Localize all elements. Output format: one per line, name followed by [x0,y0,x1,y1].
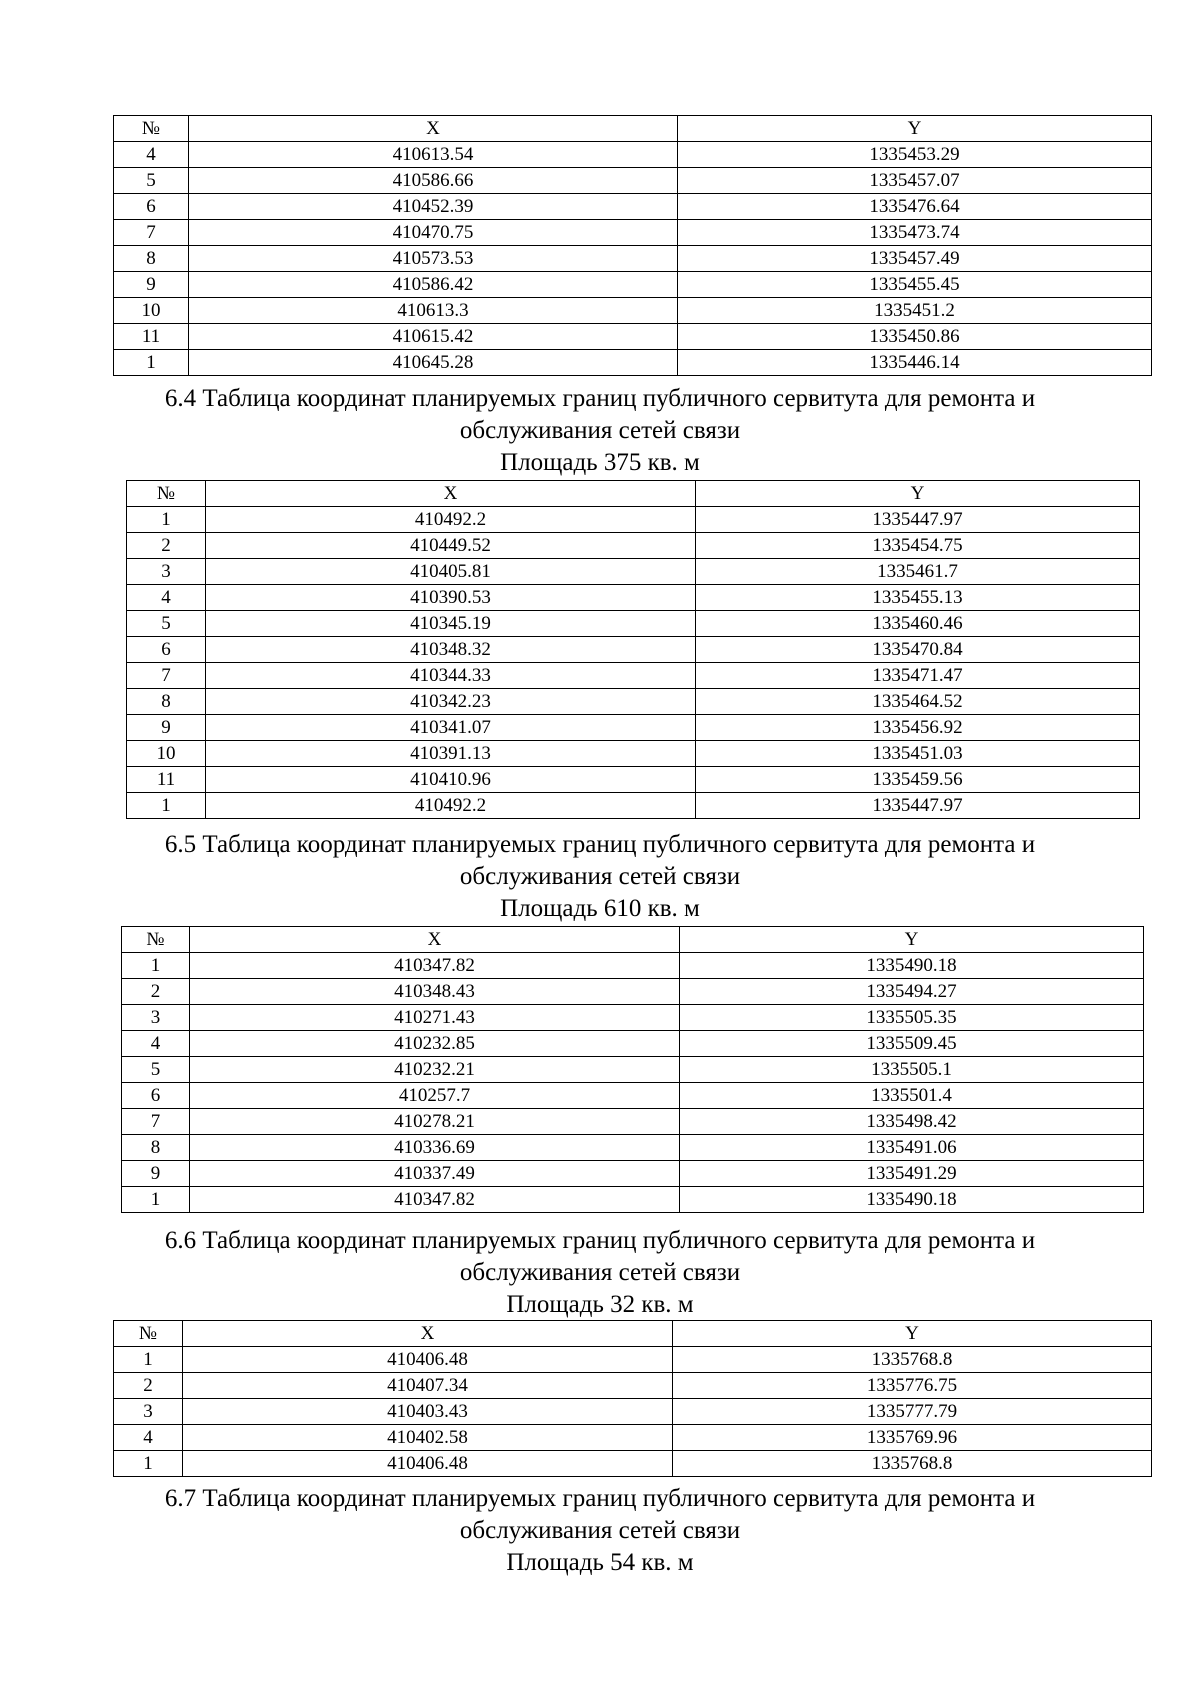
table-row [122,979,1144,1005]
x-coordinate-cell: 410232.85 [190,1031,680,1057]
x-coordinate-cell: 410573.53 [189,246,678,272]
x-coordinate-cell: 410586.66 [189,168,678,194]
y-coordinate-cell: 1335447.97 [696,507,1140,533]
y-coordinate-cell: 1335456.92 [696,715,1140,741]
section-caption [100,1225,1100,1321]
x-coordinate-cell: 410645.28 [189,350,678,376]
table-row [114,220,1152,246]
y-coordinate-cell: 1335451.03 [696,741,1140,767]
table-row [114,168,1152,194]
y-coordinate-cell: 1335509.45 [680,1031,1144,1057]
table-row [122,1161,1144,1187]
table-header-row [127,481,1140,507]
x-coordinate-cell: 410402.58 [183,1425,673,1451]
x-coordinate-cell: 410345.19 [206,611,696,637]
point-number-cell: 6 [114,194,189,220]
table-row [127,767,1140,793]
y-coordinate-cell: 1335447.97 [696,793,1140,819]
y-coordinate-cell: 1335464.52 [696,689,1140,715]
table-row [114,272,1152,298]
x-coordinate-cell: X [190,927,680,953]
section-caption [100,1483,1100,1579]
point-number-cell: 11 [114,324,189,350]
table-row [127,637,1140,663]
point-number-cell: № [114,1321,183,1347]
y-coordinate-cell: 1335505.35 [680,1005,1144,1031]
table-row [127,533,1140,559]
point-number-cell: 10 [127,741,206,767]
table-row [127,663,1140,689]
table-row [127,611,1140,637]
y-coordinate-cell: Y [678,116,1152,142]
y-coordinate-cell: 1335446.14 [678,350,1152,376]
x-coordinate-cell: 410470.75 [189,220,678,246]
point-number-cell: 3 [122,1005,190,1031]
table-row [122,1187,1144,1213]
point-number-cell: 4 [122,1031,190,1057]
y-coordinate-cell: 1335777.79 [673,1399,1152,1425]
point-number-cell: 8 [127,689,206,715]
point-number-cell: 7 [127,663,206,689]
table-row [127,741,1140,767]
x-coordinate-cell: 410403.43 [183,1399,673,1425]
y-coordinate-cell: Y [680,927,1144,953]
point-number-cell: 4 [114,1425,183,1451]
y-coordinate-cell: 1335451.2 [678,298,1152,324]
y-coordinate-cell: 1335501.4 [680,1083,1144,1109]
point-number-cell: 11 [127,767,206,793]
y-coordinate-cell: 1335459.56 [696,767,1140,793]
x-coordinate-cell: 410406.48 [183,1451,673,1477]
y-coordinate-cell: 1335450.86 [678,324,1152,350]
table-row [114,1425,1152,1451]
section-title-line-1: 6.5 Таблица координат планируемых границ публичного сервитута для ремонта и [164,831,1036,858]
x-coordinate-cell: 410342.23 [206,689,696,715]
y-coordinate-cell: 1335473.74 [678,220,1152,246]
point-number-cell: 9 [127,715,206,741]
table-row [122,1083,1144,1109]
y-coordinate-cell: Y [696,481,1140,507]
point-number-cell: 7 [114,220,189,246]
point-number-cell: 4 [114,142,189,168]
point-number-cell: 2 [127,533,206,559]
point-number-cell: 8 [122,1135,190,1161]
table-row [122,1005,1144,1031]
x-coordinate-cell: X [206,481,696,507]
point-number-cell: 2 [122,979,190,1005]
table-header-row [122,927,1144,953]
point-number-cell: 8 [114,246,189,272]
area-label: Площадь 610 кв. м [500,895,700,922]
point-number-cell: 1 [122,953,190,979]
table-row [122,1031,1144,1057]
x-coordinate-cell: 410390.53 [206,585,696,611]
x-coordinate-cell: 410348.32 [206,637,696,663]
table-row [114,1451,1152,1477]
point-number-cell: 6 [127,637,206,663]
y-coordinate-cell: 1335491.29 [680,1161,1144,1187]
x-coordinate-cell: 410348.43 [190,979,680,1005]
table-row [122,1109,1144,1135]
x-coordinate-cell: 410271.43 [190,1005,680,1031]
x-coordinate-cell: 410347.82 [190,953,680,979]
y-coordinate-cell: 1335769.96 [673,1425,1152,1451]
area-label: Площадь 32 кв. м [506,1291,694,1318]
point-number-cell: № [127,481,206,507]
section-title-line-2: обслуживания сетей связи [459,1259,741,1286]
point-number-cell: 10 [114,298,189,324]
x-coordinate-cell: 410407.34 [183,1373,673,1399]
table-row [114,1373,1152,1399]
table-row [127,559,1140,585]
section-title-line-1: 6.7 Таблица координат планируемых границ публичного сервитута для ремонта и [164,1485,1036,1512]
point-number-cell: 4 [127,585,206,611]
section-title-line-2: обслуживания сетей связи [459,863,741,890]
section-title-line-1: 6.4 Таблица координат планируемых границ публичного сервитута для ремонта и [164,385,1036,412]
section-caption [100,829,1100,925]
point-number-cell: 1 [114,350,189,376]
point-number-cell: 1 [127,793,206,819]
table-row [127,793,1140,819]
table-row [114,324,1152,350]
coordinate-table [121,926,1144,1213]
table-row [122,1057,1144,1083]
point-number-cell: 3 [114,1399,183,1425]
point-number-cell: 1 [122,1187,190,1213]
x-coordinate-cell: 410341.07 [206,715,696,741]
x-coordinate-cell: 410336.69 [190,1135,680,1161]
area-label: Площадь 375 кв. м [500,449,700,476]
y-coordinate-cell: 1335768.8 [673,1347,1152,1373]
table-row [114,1347,1152,1373]
point-number-cell: 1 [114,1347,183,1373]
x-coordinate-cell: X [189,116,678,142]
x-coordinate-cell: 410452.39 [189,194,678,220]
table-row [114,298,1152,324]
y-coordinate-cell: 1335505.1 [680,1057,1144,1083]
area-label: Площадь 54 кв. м [506,1549,694,1576]
y-coordinate-cell: 1335471.47 [696,663,1140,689]
y-coordinate-cell: 1335470.84 [696,637,1140,663]
table-row [122,1135,1144,1161]
table-row [114,246,1152,272]
x-coordinate-cell: 410337.49 [190,1161,680,1187]
point-number-cell: 5 [127,611,206,637]
x-coordinate-cell: 410492.2 [206,793,696,819]
y-coordinate-cell: 1335776.75 [673,1373,1152,1399]
y-coordinate-cell: 1335461.7 [696,559,1140,585]
point-number-cell: № [114,116,189,142]
y-coordinate-cell: 1335455.13 [696,585,1140,611]
section-title-line-2: обслуживания сетей связи [459,417,741,444]
x-coordinate-cell: 410613.54 [189,142,678,168]
y-coordinate-cell: 1335476.64 [678,194,1152,220]
x-coordinate-cell: 410347.82 [190,1187,680,1213]
x-coordinate-cell: 410586.42 [189,272,678,298]
table-header-row [114,1321,1152,1347]
point-number-cell: 7 [122,1109,190,1135]
y-coordinate-cell: 1335490.18 [680,1187,1144,1213]
y-coordinate-cell: 1335457.07 [678,168,1152,194]
y-coordinate-cell: 1335491.06 [680,1135,1144,1161]
x-coordinate-cell: 410492.2 [206,507,696,533]
point-number-cell: 2 [114,1373,183,1399]
y-coordinate-cell: 1335494.27 [680,979,1144,1005]
x-coordinate-cell: 410232.21 [190,1057,680,1083]
table-row [114,1399,1152,1425]
y-coordinate-cell: 1335460.46 [696,611,1140,637]
coordinate-table [126,480,1140,819]
x-coordinate-cell: 410257.7 [190,1083,680,1109]
x-coordinate-cell: 410391.13 [206,741,696,767]
x-coordinate-cell: 410406.48 [183,1347,673,1373]
table-row [127,689,1140,715]
y-coordinate-cell: 1335490.18 [680,953,1144,979]
point-number-cell: 9 [122,1161,190,1187]
point-number-cell: 6 [122,1083,190,1109]
section-title-line-1: 6.6 Таблица координат планируемых границ публичного сервитута для ремонта и [164,1227,1036,1254]
table-row [114,194,1152,220]
point-number-cell: 1 [114,1451,183,1477]
x-coordinate-cell: 410615.42 [189,324,678,350]
x-coordinate-cell: 410344.33 [206,663,696,689]
x-coordinate-cell: 410405.81 [206,559,696,585]
table-row [127,585,1140,611]
table-row [127,715,1140,741]
point-number-cell: 9 [114,272,189,298]
y-coordinate-cell: Y [673,1321,1152,1347]
y-coordinate-cell: 1335454.75 [696,533,1140,559]
point-number-cell: 3 [127,559,206,585]
x-coordinate-cell: 410613.3 [189,298,678,324]
y-coordinate-cell: 1335453.29 [678,142,1152,168]
point-number-cell: 1 [127,507,206,533]
y-coordinate-cell: 1335498.42 [680,1109,1144,1135]
coordinate-table [113,115,1152,376]
x-coordinate-cell: 410278.21 [190,1109,680,1135]
table-header-row [114,116,1152,142]
y-coordinate-cell: 1335455.45 [678,272,1152,298]
x-coordinate-cell: 410449.52 [206,533,696,559]
x-coordinate-cell: X [183,1321,673,1347]
coordinate-table [113,1320,1152,1477]
table-row [114,142,1152,168]
section-title-line-2: обслуживания сетей связи [459,1517,741,1544]
y-coordinate-cell: 1335457.49 [678,246,1152,272]
x-coordinate-cell: 410410.96 [206,767,696,793]
table-row [127,507,1140,533]
point-number-cell: № [122,927,190,953]
point-number-cell: 5 [122,1057,190,1083]
table-row [122,953,1144,979]
section-caption [100,383,1100,479]
y-coordinate-cell: 1335768.8 [673,1451,1152,1477]
point-number-cell: 5 [114,168,189,194]
table-row [114,350,1152,376]
